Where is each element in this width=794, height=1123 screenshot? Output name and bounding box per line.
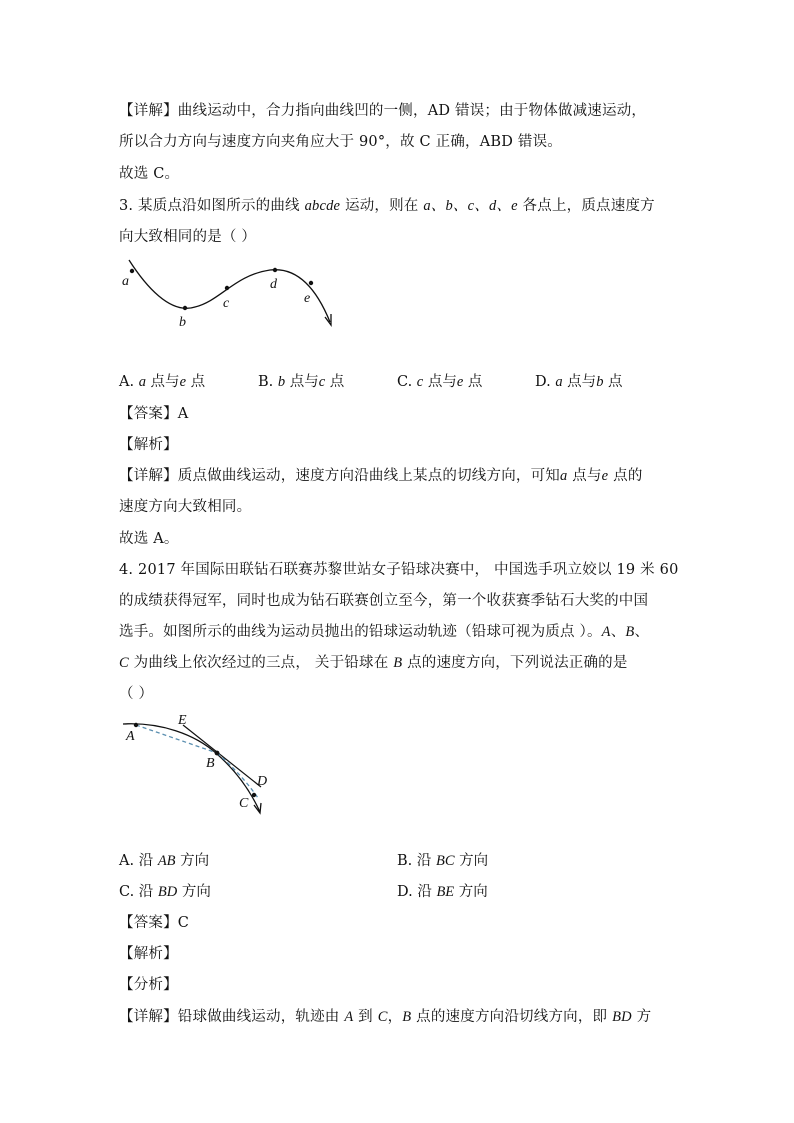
q4-stem-line2: 的成绩获得冠军，同时也成为钻石联赛创立至今，第一个收获赛季钻石大奖的中国 (119, 593, 649, 609)
q4-point-a (134, 723, 138, 727)
q3-label-b: b (179, 315, 186, 330)
q2-conclusion: 故选 C。 (119, 166, 180, 182)
q4-point-b (215, 751, 220, 756)
q3-point-a (130, 269, 134, 273)
q2-detail-line2: 所以合力方向与速度方向夹角应大于 90°，故 C 正确，ABD 错误。 (119, 134, 562, 150)
q3-detail-line1: 【详解】质点做曲线运动，速度方向沿曲线上某点的切线方向，可知a 点与e 点的 (119, 468, 643, 484)
q4-trajectory-figure (115, 712, 280, 822)
q3-option-a: A. a 点与e 点 (119, 374, 206, 390)
q3-point-b (183, 306, 187, 310)
q3-label-e: e (304, 291, 311, 306)
q3-stem-line2: 向大致相同的是（ ） (119, 229, 257, 245)
q3-curve-figure (115, 255, 345, 345)
q4-stem-line4: C 为曲线上依次经过的三点， 关于铅球在 B 点的速度方向，下列说法正确的是 (119, 655, 628, 671)
q3-answer: 【答案】A (119, 406, 189, 422)
q4-analysis-heading: 【解析】 (119, 946, 178, 962)
q3-label-c: c (223, 296, 230, 311)
q4-label-a: A (126, 729, 135, 744)
q3-detail-line2: 速度方向大致相同。 (119, 499, 252, 515)
q4-option-a: A. 沿 AB 方向 (119, 853, 210, 869)
q4-label-e: E (178, 713, 187, 728)
q3-conclusion: 故选 A。 (119, 531, 179, 547)
q4-stem-line5: （ ） (119, 686, 154, 702)
q4-dashed-chord-ab (136, 725, 217, 753)
q3-option-c: C. c 点与e 点 (397, 374, 483, 390)
q3-point-c (225, 286, 229, 290)
q3-label-d: d (270, 277, 277, 292)
q3-point-d (273, 268, 277, 272)
q4-option-c: C. 沿 BD 方向 (119, 884, 211, 900)
q4-option-b: B. 沿 BC 方向 (397, 853, 489, 869)
q4-stem-line3: 选手。如图所示的曲线为运动员抛出的铅球运动轨迹（铅球可视为质点 ）。A、B、 (119, 624, 650, 640)
q3-label-a: a (122, 274, 129, 289)
q3-point-e (309, 281, 313, 285)
q4-answer: 【答案】C (119, 915, 190, 931)
q3-option-b: B. b 点与c 点 (258, 374, 345, 390)
q4-detail-line1: 【详解】铅球做曲线运动，轨迹由 A 到 C，B 点的速度方向沿切线方向，即 BD 方 (119, 1009, 652, 1025)
q4-point-c (252, 793, 256, 797)
q4-label-c: C (239, 796, 249, 811)
q3-stem-line1: 3. 某质点沿如图所示的曲线 abcde 运动，则在 a、b、c、d、e 各点上，质点速度方 (119, 198, 655, 214)
q4-label-d: D (257, 774, 268, 789)
q4-stem-line1: 4. 2017 年国际田联钻石联赛苏黎世站女子铅球决赛中， 中国选手巩立姣以 19 米 60 (119, 562, 679, 578)
q3-trajectory-curve (129, 260, 330, 322)
q4-label-b: B (206, 756, 215, 771)
q3-option-d: D. a 点与b 点 (535, 374, 623, 390)
q2-detail-line1: 【详解】曲线运动中，合力指向曲线凹的一侧，AD 错误；由于物体做减速运动， (119, 103, 647, 119)
q4-fenxi-heading: 【分析】 (119, 977, 178, 993)
q4-option-d: D. 沿 BE 方向 (397, 884, 488, 900)
q4-tangent-line-ed (183, 725, 261, 787)
q3-analysis-heading: 【解析】 (119, 437, 178, 453)
